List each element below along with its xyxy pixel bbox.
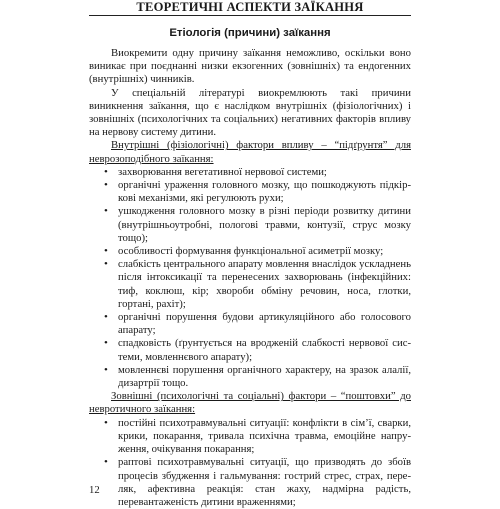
section-internal-factors-title [89,139,411,165]
document-page [89,0,411,508]
section-internal-factors-title-text: Внутрішні (фізіологічні) фактори впливу – “підґрунтя” для неврозоподібного заїкання: [89,139,411,165]
internal-factors-list [89,166,411,390]
external-factors-list [89,417,411,509]
paragraph-intro: Виокремити одну причину заїкання неможливо, оскільки воно виникає при поєднанні низки екзогенних (зовнішніх) та ендогенних (внутрішніх) чинників. [89,47,411,86]
list-item: • ушкодження головного мозку в різні періоди розвитку дитини (внутрішньоутробні, пологові травми, контузії, струс мозку тощо); [89,205,411,245]
list-item: • захворювання вегетативної нервової системи; [89,166,411,179]
list-item: • органічні ураження головного мозку, що пошкоджують підкіркові механізми, які регулюють рухи; [89,179,411,205]
paragraph-causes: У спеціальній літературі виокремлюють такі причини виникнення заїкання, що є наслідком внутрішніх (фізіологічних) і зовнішніх (психологічних та соціальних) негативних факторів впливу на нервову систему дитини. [89,86,411,139]
list-item: • спадковість (ґрунтується на вродженій слабкості нервової системи, мовленнєвого апарату); [89,337,411,363]
list-item: • постійні психотравмувальні ситуації: конфлікти в сім’ї, сварки, крики, покарання, тривала психічна травма, емоційне напруження, очікування покарання; [89,417,411,457]
list-item: • раптові психотравмувальні ситуації, що призводять до збоїв процесів збудження і гальмування: гострий стрес, страх, переляк, афективна реакція: стан жаху, надмірна радість, перевантаженість дитини враженнями; [89,456,411,509]
section-subtitle: Етіологія (причини) заїкання [169,27,331,39]
page-number: 12 [89,484,100,496]
list-item: • особливості формування функціональної асиметрії мозку; [89,245,411,258]
section-external-factors-title-text: Зовнішні (психологічні та соціальні) фактори – “поштовхи” до невротичного заїкання: [89,390,411,416]
section-external-factors-title [89,390,411,416]
list-item: • слабкість центрального апарату мовлення внаслідок ускладнень після інтоксикації та перенесених захворювань (інфекційних: тиф, коклюш, кір; хвороби обміну речовин, носа, глотки, гортані, рахіт); [89,258,411,311]
list-item: • мовленнєві порушення органічного характеру, на зразок алалії, дизартрії тощо. [89,364,411,390]
running-header: ТЕОРЕТИЧНІ АСПЕКТИ ЗАЇКАННЯ [89,0,411,16]
list-item: • органічні порушення будови артикуляційного або голосового апарату; [89,311,411,337]
